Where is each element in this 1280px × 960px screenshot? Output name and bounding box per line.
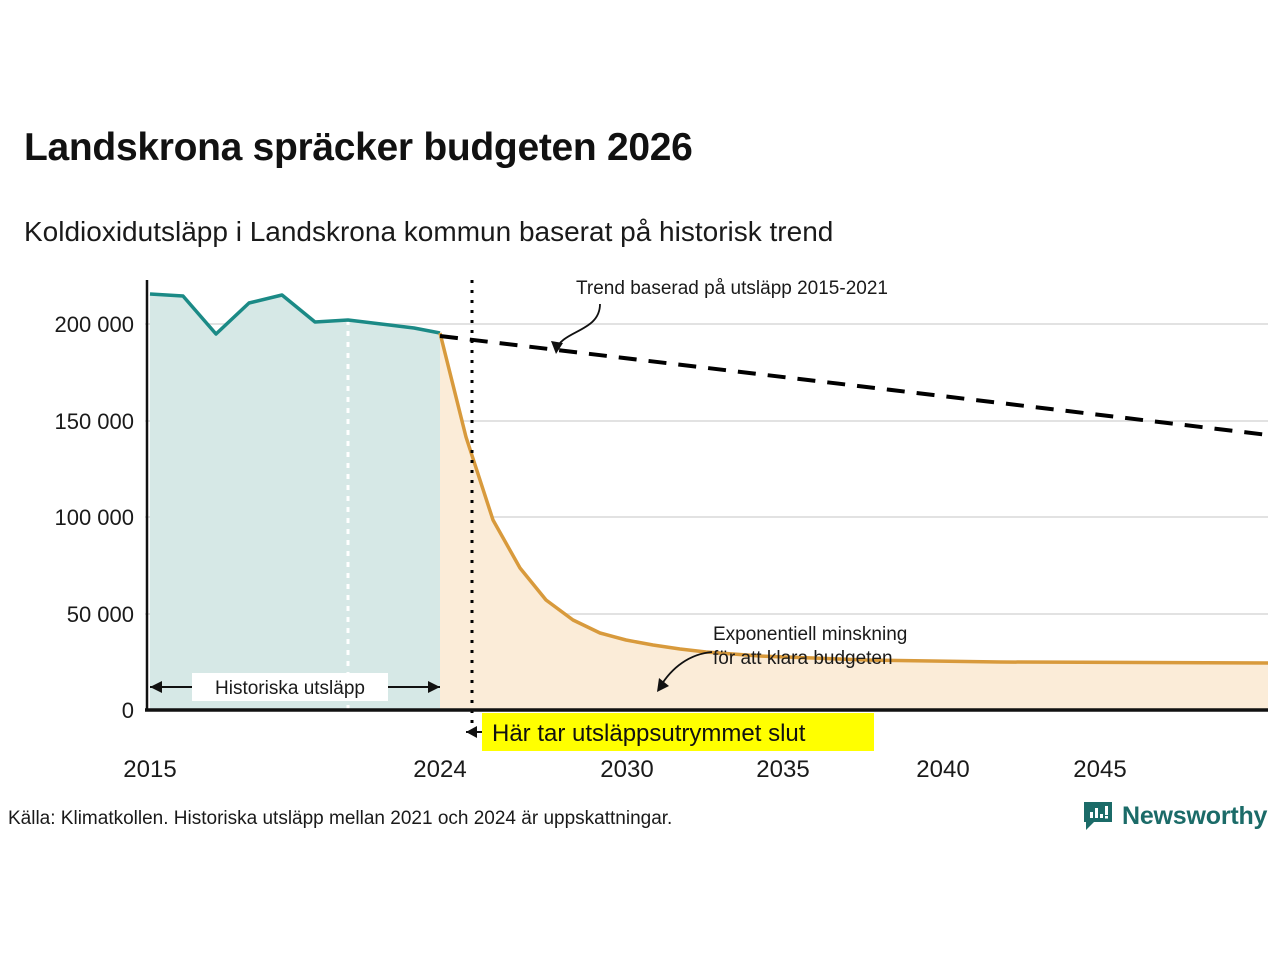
exponential-label-line1: Exponentiell minskning [713,624,908,645]
y-tick-100000: 100 000 [54,505,134,530]
emissions-chart-svg [0,262,1280,792]
x-tick-2030: 2030 [600,756,654,783]
trend-annotation [551,278,888,354]
historical-area [150,294,440,710]
y-tick-0: 0 [121,698,134,723]
x-axis-labels [123,756,1126,783]
budget-end-label: Här tar utsläppsutrymmet slut [492,720,806,747]
historical-span-label: Historiska utsläpp [215,678,365,699]
x-tick-2024: 2024 [413,756,467,783]
newsworthy-logo-icon [1082,800,1114,832]
source-note: Källa: Klimatkollen. Historiska utsläpp mellan 2021 och 2024 är uppskattningar. [8,808,673,829]
budget-end-annotation [466,713,874,751]
y-tick-200000: 200 000 [54,312,134,337]
page-title: Landskrona spräcker budgeten 2026 [24,126,693,169]
newsworthy-logo [1082,800,1267,832]
chart-canvas [0,262,1280,792]
x-tick-2045: 2045 [1073,756,1127,783]
y-tick-150000: 150 000 [54,409,134,434]
newsworthy-logo-text: Newsworthy [1122,801,1268,830]
x-tick-2035: 2035 [756,756,810,783]
x-tick-2015: 2015 [123,756,177,783]
page-subtitle: Koldioxidutsläpp i Landskrona kommun baserat på historisk trend [24,216,834,247]
trend-label: Trend baserad på utsläpp 2015-2021 [576,278,888,299]
exponential-label-line2: för att klara budgeten [713,648,893,669]
y-tick-50000: 50 000 [66,602,134,627]
x-tick-2040: 2040 [916,756,970,783]
y-axis-labels [54,312,134,723]
